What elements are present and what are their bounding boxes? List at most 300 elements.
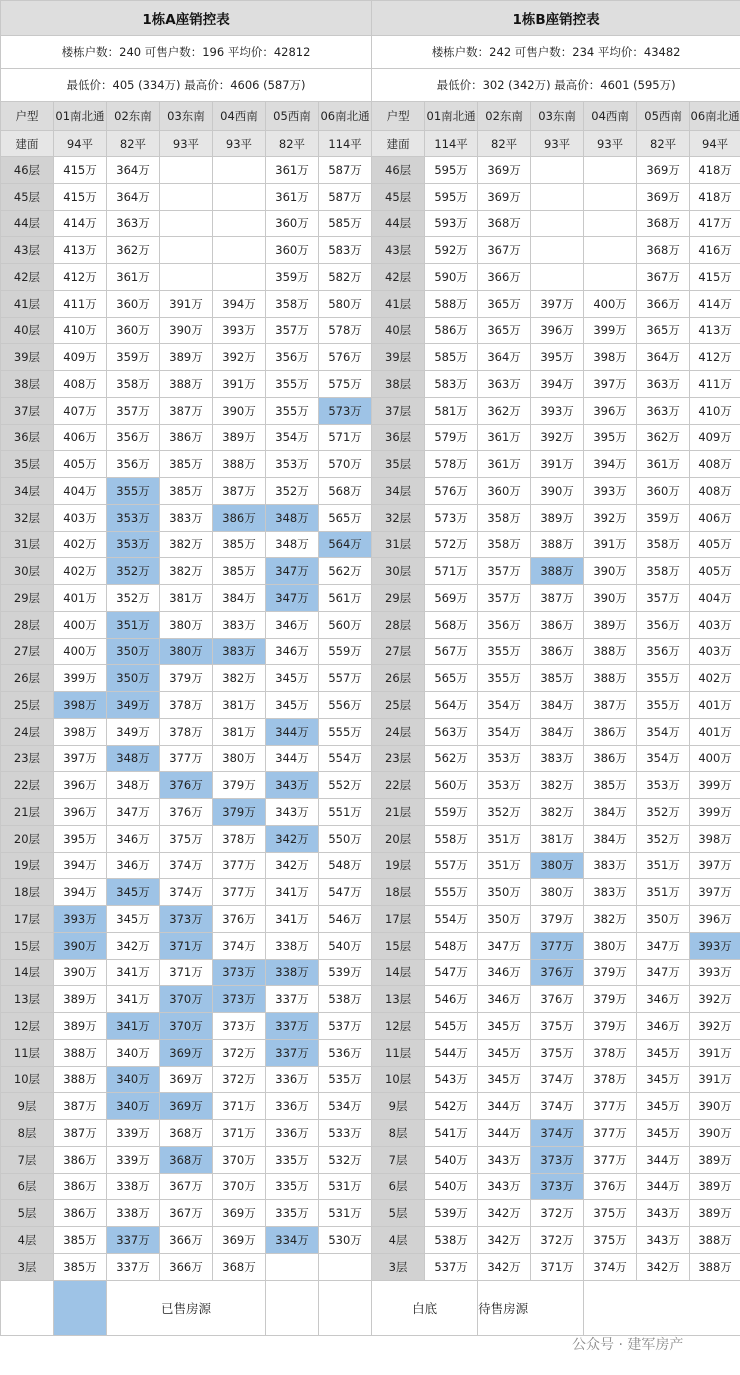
price-cell: 362万	[107, 237, 160, 264]
floor-label: 26层	[1, 665, 54, 692]
price-cell: 391万	[690, 1066, 740, 1093]
price-cell: 379万	[584, 1013, 637, 1040]
price-cell: 381万	[531, 825, 584, 852]
price-cell: 380万	[160, 611, 213, 638]
floor-label: 41层	[372, 290, 425, 317]
floor-row	[1, 906, 740, 933]
floor-label: 37层	[1, 397, 54, 424]
price-cell: 361万	[478, 451, 531, 478]
price-cell: 336万	[266, 1066, 319, 1093]
price-cell-sold: 369万	[160, 1093, 213, 1120]
area-label: 建面	[1, 131, 54, 157]
price-cell: 395万	[531, 344, 584, 371]
floor-row	[1, 290, 740, 317]
floor-label: 19层	[1, 852, 54, 879]
price-cell: 394万	[54, 879, 107, 906]
price-cell: 382万	[213, 665, 266, 692]
price-cell: 587万	[319, 157, 372, 184]
price-cell: 561万	[319, 585, 372, 612]
price-cell: 544万	[425, 1039, 478, 1066]
price-cell: 392万	[690, 1013, 740, 1040]
floor-row	[1, 451, 740, 478]
floor-label: 22层	[1, 772, 54, 799]
price-cell: 377万	[160, 745, 213, 772]
price-cell: 379万	[213, 772, 266, 799]
area-cell: 114平	[425, 131, 478, 157]
price-cell: 354万	[478, 718, 531, 745]
price-cell: 391万	[160, 290, 213, 317]
floor-row	[1, 879, 740, 906]
price-cell: 390万	[690, 1093, 740, 1120]
price-cell: 555万	[425, 879, 478, 906]
floor-label: 20层	[372, 825, 425, 852]
floor-label: 45层	[1, 183, 54, 210]
unit-type-header: 04西南	[584, 102, 637, 131]
price-cell-sold: 383万	[213, 638, 266, 665]
floor-label: 9层	[372, 1093, 425, 1120]
price-cell: 412万	[690, 344, 740, 371]
floor-label: 35层	[1, 451, 54, 478]
price-cell	[584, 237, 637, 264]
price-cell-sold: 348万	[107, 745, 160, 772]
unit-type-header: 03东南	[531, 102, 584, 131]
price-cell: 378万	[213, 825, 266, 852]
price-cell: 387万	[531, 585, 584, 612]
price-cell	[213, 210, 266, 237]
price-cell: 364万	[637, 344, 690, 371]
floor-label: 9层	[1, 1093, 54, 1120]
price-cell-sold: 369万	[160, 1039, 213, 1066]
price-cell: 395万	[54, 825, 107, 852]
price-cell-sold: 380万	[531, 852, 584, 879]
price-cell: 539万	[425, 1200, 478, 1227]
price-cell: 359万	[637, 504, 690, 531]
price-cell: 368万	[160, 1120, 213, 1147]
price-cell: 337万	[266, 986, 319, 1013]
price-cell: 360万	[107, 317, 160, 344]
price-cell: 377万	[584, 1146, 637, 1173]
price-cell: 343万	[266, 799, 319, 826]
price-cell: 345万	[478, 1066, 531, 1093]
price-cell: 343万	[637, 1227, 690, 1254]
price-cell: 567万	[425, 638, 478, 665]
price-cell: 353万	[478, 772, 531, 799]
floor-label: 5层	[372, 1200, 425, 1227]
price-cell: 343万	[478, 1146, 531, 1173]
price-cell: 399万	[584, 317, 637, 344]
price-cell: 397万	[690, 852, 740, 879]
price-cell: 563万	[425, 718, 478, 745]
price-cell: 356万	[637, 611, 690, 638]
info-row-prices	[1, 69, 740, 102]
price-cell: 337万	[107, 1253, 160, 1280]
price-cell: 345万	[478, 1039, 531, 1066]
price-cell: 362万	[637, 424, 690, 451]
price-cell: 352万	[478, 799, 531, 826]
price-cell: 403万	[690, 638, 740, 665]
price-cell: 409万	[690, 424, 740, 451]
price-cell: 397万	[584, 371, 637, 398]
price-cell: 386万	[54, 1200, 107, 1227]
floor-label: 13层	[372, 986, 425, 1013]
price-cell: 392万	[690, 986, 740, 1013]
price-cell: 372万	[213, 1039, 266, 1066]
price-cell: 357万	[637, 585, 690, 612]
unit-type-header: 01南北通	[425, 102, 478, 131]
price-cell-sold: 376万	[160, 772, 213, 799]
price-cell: 358万	[478, 504, 531, 531]
floor-row	[1, 825, 740, 852]
floor-label: 42层	[1, 264, 54, 291]
floor-label: 4层	[372, 1227, 425, 1254]
price-cell: 366万	[160, 1227, 213, 1254]
legend-blank	[1, 1280, 54, 1335]
floor-label: 27层	[372, 638, 425, 665]
floor-label: 11层	[372, 1039, 425, 1066]
price-cell: 370万	[213, 1146, 266, 1173]
floor-row	[1, 932, 740, 959]
floor-label: 28层	[372, 611, 425, 638]
floor-row	[1, 772, 740, 799]
floor-row	[1, 371, 740, 398]
price-cell: 358万	[478, 531, 531, 558]
price-cell: 342万	[478, 1227, 531, 1254]
price-cell: 344万	[478, 1120, 531, 1147]
floor-row	[1, 397, 740, 424]
floor-row	[1, 1093, 740, 1120]
price-cell-sold: 370万	[160, 1013, 213, 1040]
price-cell: 370万	[213, 1173, 266, 1200]
price-cell: 378万	[160, 692, 213, 719]
price-cell: 367万	[160, 1200, 213, 1227]
price-cell: 583万	[319, 237, 372, 264]
price-cell: 408万	[54, 371, 107, 398]
price-cell-sold: 350万	[107, 665, 160, 692]
area-cell: 82平	[478, 131, 531, 157]
unit-type-label: 户型	[372, 102, 425, 131]
price-cell: 345万	[637, 1066, 690, 1093]
floor-label: 17层	[372, 906, 425, 933]
price-cell: 562万	[425, 745, 478, 772]
floor-row	[1, 1013, 740, 1040]
price-cell: 400万	[584, 290, 637, 317]
floor-row	[1, 478, 740, 505]
price-cell: 401万	[690, 692, 740, 719]
price-cell: 379万	[584, 959, 637, 986]
floor-label: 43层	[372, 237, 425, 264]
floor-row	[1, 665, 740, 692]
price-cell-sold: 352万	[107, 558, 160, 585]
price-cell: 372万	[213, 1066, 266, 1093]
floor-row	[1, 1173, 740, 1200]
floor-row	[1, 1066, 740, 1093]
price-cell: 538万	[319, 986, 372, 1013]
price-cell: 335万	[266, 1173, 319, 1200]
floor-label: 24层	[1, 718, 54, 745]
floor-label: 11层	[1, 1039, 54, 1066]
price-cell: 372万	[531, 1227, 584, 1254]
price-cell	[213, 157, 266, 184]
price-cell-sold: 353万	[107, 504, 160, 531]
price-cell: 400万	[54, 611, 107, 638]
price-cell: 361万	[637, 451, 690, 478]
price-cell: 345万	[637, 1120, 690, 1147]
price-cell: 568万	[319, 478, 372, 505]
price-cell: 394万	[584, 451, 637, 478]
price-cell: 415万	[54, 157, 107, 184]
floor-label: 3层	[372, 1253, 425, 1280]
price-cell-sold: 337万	[107, 1227, 160, 1254]
floor-row	[1, 852, 740, 879]
unit-type-header: 06南北通	[319, 102, 372, 131]
price-cell-sold: 342万	[266, 825, 319, 852]
floor-label: 40层	[1, 317, 54, 344]
floor-label: 19层	[372, 852, 425, 879]
price-cell: 546万	[319, 906, 372, 933]
price-cell: 573万	[425, 504, 478, 531]
price-cell-sold: 368万	[160, 1146, 213, 1173]
price-cell: 383万	[531, 745, 584, 772]
price-cell: 369万	[478, 183, 531, 210]
price-cell: 355万	[637, 692, 690, 719]
price-cell: 386万	[531, 638, 584, 665]
floor-label: 46层	[372, 157, 425, 184]
floor-label: 31层	[1, 531, 54, 558]
price-cell: 578万	[319, 317, 372, 344]
floor-row	[1, 210, 740, 237]
floor-row	[1, 1253, 740, 1280]
price-cell: 386万	[584, 718, 637, 745]
price-cell: 386万	[531, 611, 584, 638]
price-cell: 369万	[213, 1200, 266, 1227]
price-cell: 391万	[213, 371, 266, 398]
floor-label: 7层	[372, 1146, 425, 1173]
price-cell: 356万	[266, 344, 319, 371]
price-cell-sold: 337万	[266, 1013, 319, 1040]
floor-label: 28层	[1, 611, 54, 638]
area-cell: 82平	[266, 131, 319, 157]
price-cell: 342万	[107, 932, 160, 959]
floor-row	[1, 344, 740, 371]
area-cell: 93平	[160, 131, 213, 157]
price-cell: 595万	[425, 157, 478, 184]
price-cell: 548万	[425, 932, 478, 959]
building-a-title: 1栋A座销控表	[1, 1, 372, 36]
price-cell: 394万	[54, 852, 107, 879]
price-cell: 557万	[319, 665, 372, 692]
price-cell: 367万	[160, 1173, 213, 1200]
price-cell: 558万	[425, 825, 478, 852]
floor-row	[1, 986, 740, 1013]
price-cell: 410万	[690, 397, 740, 424]
price-cell: 384万	[584, 825, 637, 852]
price-cell: 380万	[213, 745, 266, 772]
price-cell: 369万	[213, 1227, 266, 1254]
price-cell: 359万	[107, 344, 160, 371]
unit-type-header: 03东南	[160, 102, 213, 131]
price-cell: 538万	[425, 1227, 478, 1254]
price-cell: 588万	[425, 290, 478, 317]
price-cell: 402万	[690, 665, 740, 692]
price-cell-sold: 373万	[213, 986, 266, 1013]
price-cell: 388万	[690, 1253, 740, 1280]
floor-label: 17层	[1, 906, 54, 933]
price-cell: 406万	[54, 424, 107, 451]
price-cell: 382万	[160, 531, 213, 558]
floor-row	[1, 638, 740, 665]
price-cell: 346万	[107, 825, 160, 852]
price-cell-sold: 355万	[107, 478, 160, 505]
price-cell: 369万	[637, 157, 690, 184]
price-cell: 356万	[107, 451, 160, 478]
price-cell-sold: 345万	[107, 879, 160, 906]
price-cell: 353万	[478, 745, 531, 772]
area-cell: 82平	[637, 131, 690, 157]
floor-row	[1, 424, 740, 451]
price-cell: 368万	[637, 237, 690, 264]
price-cell-sold: 564万	[319, 531, 372, 558]
watermark-text: 公众号 · 建军房产	[572, 1337, 684, 1353]
price-cell: 560万	[319, 611, 372, 638]
price-cell: 395万	[584, 424, 637, 451]
building-b-title: 1栋B座销控表	[372, 1, 740, 36]
price-cell: 387万	[160, 397, 213, 424]
price-cell: 352万	[637, 825, 690, 852]
price-cell: 389万	[54, 1013, 107, 1040]
price-cell	[584, 210, 637, 237]
price-cell: 536万	[319, 1039, 372, 1066]
floor-label: 21层	[372, 799, 425, 826]
price-cell: 371万	[213, 1093, 266, 1120]
floor-label: 39层	[1, 344, 54, 371]
price-cell: 409万	[54, 344, 107, 371]
floor-label: 6层	[372, 1173, 425, 1200]
price-cell: 390万	[213, 397, 266, 424]
price-cell-sold: 379万	[213, 799, 266, 826]
price-cell: 571万	[425, 558, 478, 585]
floor-row	[1, 317, 740, 344]
price-cell-sold: 388万	[531, 558, 584, 585]
price-cell: 354万	[478, 692, 531, 719]
floor-label: 32层	[1, 504, 54, 531]
price-cell-sold: 344万	[266, 718, 319, 745]
price-cell: 366万	[160, 1253, 213, 1280]
price-cell: 385万	[160, 451, 213, 478]
price-cell	[531, 210, 584, 237]
price-cell: 366万	[478, 264, 531, 291]
price-cell-sold: 371万	[160, 932, 213, 959]
floor-row	[1, 1200, 740, 1227]
price-cell: 357万	[107, 397, 160, 424]
price-cell: 346万	[478, 986, 531, 1013]
price-cell: 408万	[690, 478, 740, 505]
floor-label: 7层	[1, 1146, 54, 1173]
price-cell: 389万	[584, 611, 637, 638]
building-a-counts: 楼栋户数：240 可售户数：196 平均价：42812	[1, 36, 372, 69]
price-cell: 576万	[319, 344, 372, 371]
price-cell: 585万	[425, 344, 478, 371]
floor-row	[1, 799, 740, 826]
unit-type-header: 02东南	[478, 102, 531, 131]
price-cell: 578万	[425, 451, 478, 478]
floor-label: 8层	[1, 1120, 54, 1147]
price-cell	[319, 1253, 372, 1280]
price-cell: 385万	[54, 1227, 107, 1254]
price-cell: 346万	[107, 852, 160, 879]
price-cell: 335万	[266, 1200, 319, 1227]
price-cell: 552万	[319, 772, 372, 799]
floor-row	[1, 237, 740, 264]
floor-label: 23层	[1, 745, 54, 772]
price-cell: 347万	[637, 932, 690, 959]
price-cell: 575万	[319, 371, 372, 398]
price-cell: 382万	[531, 799, 584, 826]
floor-row	[1, 1227, 740, 1254]
unit-type-header: 04西南	[213, 102, 266, 131]
area-label: 建面	[372, 131, 425, 157]
price-cell: 376万	[160, 799, 213, 826]
floor-label: 38层	[372, 371, 425, 398]
price-cell: 564万	[425, 692, 478, 719]
price-cell	[213, 264, 266, 291]
price-cell: 586万	[425, 317, 478, 344]
price-cell: 399万	[690, 772, 740, 799]
price-cell: 388万	[54, 1039, 107, 1066]
price-cell: 571万	[319, 424, 372, 451]
price-cell-sold: 373万	[213, 959, 266, 986]
floor-label: 10层	[1, 1066, 54, 1093]
price-cell: 345万	[107, 906, 160, 933]
price-cell: 369万	[478, 157, 531, 184]
price-cell-sold: 573万	[319, 397, 372, 424]
unit-type-header: 05西南	[637, 102, 690, 131]
price-cell: 397万	[531, 290, 584, 317]
price-cell: 406万	[690, 504, 740, 531]
price-cell: 385万	[213, 558, 266, 585]
price-cell: 363万	[107, 210, 160, 237]
price-cell: 353万	[266, 451, 319, 478]
price-cell: 562万	[319, 558, 372, 585]
price-cell: 531万	[319, 1200, 372, 1227]
price-cell: 400万	[54, 638, 107, 665]
floor-label: 38层	[1, 371, 54, 398]
floor-label: 45层	[372, 183, 425, 210]
price-cell: 581万	[425, 397, 478, 424]
price-cell: 343万	[478, 1173, 531, 1200]
floor-label: 30层	[372, 558, 425, 585]
price-cell-sold: 353万	[107, 531, 160, 558]
floor-label: 44层	[1, 210, 54, 237]
price-cell: 391万	[584, 531, 637, 558]
price-cell: 358万	[637, 531, 690, 558]
price-cell: 413万	[690, 317, 740, 344]
area-cell: 114平	[319, 131, 372, 157]
price-cell: 368万	[478, 210, 531, 237]
price-cell: 595万	[425, 183, 478, 210]
price-cell: 411万	[690, 371, 740, 398]
price-cell: 389万	[213, 424, 266, 451]
price-cell-sold: 351万	[107, 611, 160, 638]
price-cell: 355万	[266, 397, 319, 424]
floor-label: 25层	[1, 692, 54, 719]
price-cell: 374万	[531, 1093, 584, 1120]
legend-blank	[584, 1280, 740, 1335]
price-cell: 357万	[478, 558, 531, 585]
area-cell: 82平	[107, 131, 160, 157]
price-cell: 381万	[160, 585, 213, 612]
floor-label: 30层	[1, 558, 54, 585]
price-cell: 399万	[690, 799, 740, 826]
